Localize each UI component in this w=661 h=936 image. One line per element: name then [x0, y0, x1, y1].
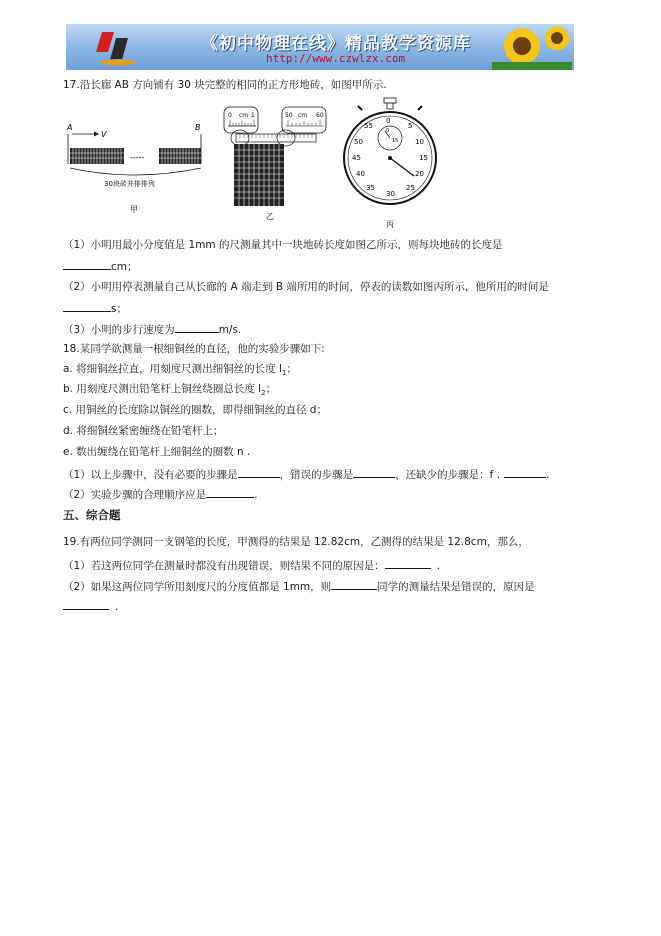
q18-step-b: [63, 382, 276, 400]
section-heading: 五、综合题: [63, 508, 121, 522]
fig-jia-dashes: -----: [130, 153, 145, 162]
q19-part2-text-b: 同学的测量结果是错误的，原因是: [377, 581, 535, 593]
fig-bing-dial-45: 45: [352, 154, 361, 162]
fig-yi-unit-left: cm: [239, 112, 249, 119]
fig-jia-note: 30块砖并排排列: [104, 180, 155, 188]
q19-part1: [63, 557, 440, 573]
fig-bing-caption: 丙: [386, 220, 394, 229]
sunflower-icon: [492, 24, 572, 70]
fig-jia-caption: 甲: [130, 205, 138, 214]
q19-part3: [63, 598, 118, 614]
q18-part1-text-a: （1）以上步骤中，没有必要的步骤是: [63, 469, 238, 481]
banner-title: 《初中物理在线》精品教学资源库: [201, 34, 471, 54]
q18-part2-end: .: [254, 489, 258, 501]
q18-step-a-text: a. 将细铜丝拉直，用刻度尺测出细铜丝的长度 l: [63, 363, 282, 375]
fig-yi-tick-0: 0: [228, 112, 232, 119]
q18-part1-text-d: .: [546, 469, 550, 481]
q19-part1-text: （1）若这两位同学在测量时都没有出现错误，则结果不同的原因是：: [63, 560, 385, 572]
q17-part2-line2: [63, 300, 127, 316]
q18-step-a-end: ；: [286, 363, 297, 375]
q19-part2: [63, 578, 535, 594]
answer-blank[interactable]: [63, 258, 111, 270]
fig-bing-dial-25: 25: [406, 184, 415, 192]
q18-step-c: c. 用铜丝的长度除以铜丝的圈数，即得细铜丝的直径 d；: [63, 404, 327, 416]
q18-part2-text: （2）实验步骤的合理顺序应是: [63, 489, 207, 501]
fig-jia-label-b: B: [195, 123, 201, 132]
fig-bing-inner-0: 0: [386, 128, 390, 134]
q17-part2-unit: s；: [111, 303, 127, 315]
q18-step-a: [63, 362, 297, 380]
fig-bing-dial-35: 35: [366, 184, 375, 192]
fig-bing-dial-0: 0: [386, 117, 391, 125]
q19-part2-text-a: （2）如果这两位同学所用刻度尺的分度值都是 1mm，则: [63, 581, 332, 593]
fig-yi-caption: 乙: [266, 212, 274, 221]
q17-stem: 17.沿长廊 AB 方向铺有 30 块完整的相同的正方形地砖，如图甲所示.: [63, 79, 387, 91]
fig-bing-inner-15: 15: [392, 138, 399, 144]
fig-bing-dial-50: 50: [354, 138, 363, 146]
answer-blank[interactable]: [63, 598, 109, 610]
q19-part3-end: .: [115, 601, 119, 613]
fig-jia-velocity: V: [101, 130, 107, 139]
fig-bing-dial-40: 40: [356, 170, 365, 178]
figure-jia-tiles: [64, 120, 214, 220]
q17-part3-text: （3）小明的步行速度为: [63, 324, 175, 336]
answer-blank[interactable]: [175, 321, 219, 333]
q17-part1-line1: （1）小明用最小分度值是 1mm 的尺测量其中一块地砖长度如图乙所示，则每块地砖的长度是: [63, 239, 503, 251]
fig-jia-label-a: A: [67, 123, 73, 132]
fig-bing-dial-30: 30: [386, 190, 395, 198]
q18-step-b-text: b. 用刻度尺测出铅笔杆上铜丝绕圈总长度 l: [63, 383, 262, 395]
figure-yi-ruler: [222, 104, 330, 222]
q19-stem: 19.有两位同学测同一支钢笔的长度，甲测得的结果是 12.82cm，乙测得的结果是 12.8cm，那么，: [63, 536, 529, 548]
q18-part2: [63, 486, 258, 502]
q19-part1-end: .: [436, 560, 441, 572]
figure-bing-stopwatch: [340, 96, 440, 230]
answer-blank[interactable]: [63, 300, 111, 312]
q18-step-b-end: ；: [265, 383, 277, 395]
banner-url: http://www.czwlzx.com: [266, 52, 406, 65]
q18-part1-text-b: ，错误的步骤是: [279, 469, 354, 481]
q18-part1: [63, 466, 549, 482]
fig-yi-unit-right: cm: [298, 112, 308, 119]
q17-part3-unit: m/s.: [218, 324, 242, 336]
q18-step-b-sub: 2: [261, 389, 266, 398]
answer-blank[interactable]: [504, 466, 546, 478]
q17-part1-line2: [63, 258, 138, 274]
fig-bing-dial-5: 5: [408, 122, 413, 130]
answer-blank[interactable]: [238, 466, 280, 478]
fig-bing-dial-10: 10: [415, 138, 424, 146]
site-logo-icon: [96, 30, 136, 66]
q17-part3: [63, 321, 241, 337]
q18-step-a-sub: 1: [281, 369, 287, 378]
q18-step-d: d. 将细铜丝紧密缠绕在铅笔杆上；: [63, 425, 224, 437]
answer-blank[interactable]: [206, 486, 254, 498]
q18-part1-text-c: ，还缺少的步骤是：f .: [395, 469, 501, 481]
q18-stem: 18.某同学欲测量一根细铜丝的直径，他的实验步骤如下:: [63, 343, 325, 355]
fig-bing-dial-15: 15: [419, 154, 428, 162]
q18-step-e: e. 数出缠绕在铅笔杆上细铜丝的圈数 n .: [63, 446, 251, 458]
answer-blank[interactable]: [331, 578, 377, 590]
fig-yi-tick-1: 1: [251, 112, 255, 119]
fig-yi-tick-60: 60: [316, 112, 324, 119]
q17-part1-unit: cm；: [111, 261, 138, 273]
answer-blank[interactable]: [353, 466, 395, 478]
answer-blank[interactable]: [385, 557, 431, 569]
q17-part2-line1: （2）小明用停表测量自己从长廊的 A 端走到 B 端所用的时间，停表的读数如图丙所示，他所用的时间是: [63, 281, 549, 293]
fig-bing-dial-55: 55: [364, 122, 373, 130]
fig-yi-tick-50: 50: [285, 112, 293, 119]
fig-bing-dial-20: 20: [415, 170, 424, 178]
header-banner: [66, 24, 574, 70]
